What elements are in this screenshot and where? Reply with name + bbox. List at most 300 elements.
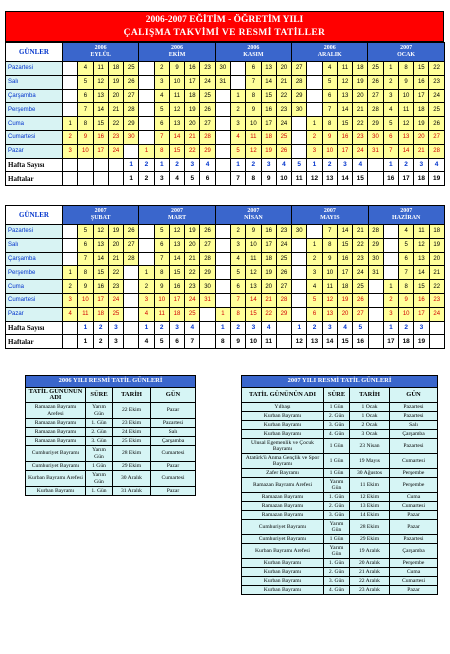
day-cell: 10: [322, 144, 337, 158]
day-cell: 11: [78, 307, 93, 321]
month-header: [139, 206, 215, 225]
holidays-2007-table: [241, 375, 438, 595]
day-cell: 7: [78, 252, 93, 266]
week-number-cell: 4: [169, 172, 184, 186]
day-cell: 3: [307, 144, 322, 158]
day-cell: 25: [276, 252, 291, 266]
week-number-cell: 5: [154, 335, 169, 349]
day-cell: [292, 238, 307, 252]
day-cell: 2: [231, 225, 246, 239]
month-name: HAZİRAN: [392, 215, 421, 221]
day-cell: 11: [414, 225, 429, 239]
holiday-cell: Pazar: [390, 511, 438, 520]
week-number-cell: [63, 172, 78, 186]
day-cell: 1: [63, 266, 78, 280]
day-label: Pazartesi: [6, 62, 63, 76]
day-cell: 19: [261, 266, 276, 280]
day-cell: 10: [246, 238, 261, 252]
day-cell: 3: [154, 75, 169, 89]
day-cell: 15: [261, 89, 276, 103]
holiday-cell: 22 Ekim: [113, 403, 151, 419]
week-number-cell: 1: [124, 172, 139, 186]
holiday-cell: Pazartesi: [390, 535, 438, 544]
week-count-cell: 4: [185, 321, 200, 335]
day-cell: 8: [154, 266, 169, 280]
day-cell: 12: [169, 225, 184, 239]
day-cell: 19: [185, 103, 200, 117]
day-cell: [63, 252, 78, 266]
day-cell: 17: [261, 238, 276, 252]
day-cell: [63, 225, 78, 239]
week-number-cell: 6: [200, 172, 215, 186]
day-cell: 29: [200, 144, 215, 158]
day-cell: 9: [322, 130, 337, 144]
day-cell: 22: [353, 117, 368, 131]
day-cell: 26: [276, 266, 291, 280]
day-cell: 21: [185, 130, 200, 144]
day-cell: 20: [185, 117, 200, 131]
day-cell: 22: [108, 266, 123, 280]
week-count-cell: 1: [307, 158, 322, 172]
day-cell: 27: [200, 117, 215, 131]
day-cell: 7: [154, 130, 169, 144]
week-count-cell: [78, 158, 93, 172]
month-header: [368, 206, 444, 225]
day-cell: 23: [276, 225, 291, 239]
month-year: 2007: [94, 208, 107, 214]
day-cell: 30: [292, 103, 307, 117]
holiday-row: [242, 454, 438, 469]
day-cell: 27: [124, 89, 139, 103]
holiday-cell: Ramazan Bayramı: [26, 419, 86, 428]
month-name: MAYIS: [320, 215, 340, 221]
day-cell: 11: [93, 62, 108, 76]
day-cell: 6: [307, 307, 322, 321]
day-cell: 28: [124, 252, 139, 266]
month-header: [63, 206, 139, 225]
month-name: KASIM: [243, 52, 264, 58]
week-number-cell: 19: [429, 172, 444, 186]
day-cell: 7: [383, 144, 398, 158]
day-cell: 9: [78, 130, 93, 144]
holiday-cell: 19 Aralık: [350, 544, 390, 559]
day-cell: 24: [429, 89, 444, 103]
day-cell: [383, 225, 398, 239]
holiday-cell: Kurban Bayramı Arefesi: [26, 471, 86, 487]
day-cell: 23: [108, 280, 123, 294]
day-cell: 21: [429, 266, 444, 280]
day-cell: 6: [154, 117, 169, 131]
holiday-cell: Kurban Bayramı: [26, 487, 86, 496]
holiday-cell: 11 Ekim: [350, 478, 390, 493]
day-cell: 7: [322, 103, 337, 117]
day-cell: 18: [93, 307, 108, 321]
day-cell: 3: [230, 117, 245, 131]
day-cell: 25: [353, 280, 368, 294]
day-cell: 2: [383, 75, 398, 89]
week-count-cell: 3: [414, 158, 429, 172]
holiday-cell: 25 Ekim: [113, 437, 151, 446]
day-cell: 29: [200, 266, 215, 280]
day-cell: 10: [169, 75, 184, 89]
day-cell: 12: [322, 293, 337, 307]
day-cell: 17: [169, 293, 184, 307]
month-year: 2006: [94, 45, 107, 51]
day-cell: [215, 252, 230, 266]
day-cell: 11: [169, 89, 184, 103]
day-cell: 29: [124, 117, 139, 131]
day-cell: 23: [200, 62, 215, 76]
week-count-cell: [200, 321, 215, 335]
holiday-cell: Kurban Bayramı Arefesi: [242, 544, 324, 559]
holiday-row: [242, 544, 438, 559]
page-title: [5, 11, 444, 42]
day-cell: [124, 307, 139, 321]
month-name: ARALIK: [317, 52, 342, 58]
day-cell: 20: [353, 89, 368, 103]
holiday-cell: Yarım Gün: [324, 520, 350, 535]
day-cell: [292, 307, 307, 321]
day-cell: 9: [322, 252, 337, 266]
day-cell: 24: [276, 238, 291, 252]
day-label: Cuma: [6, 280, 63, 294]
day-cell: [230, 75, 245, 89]
week-count-cell: [124, 321, 139, 335]
month-header: [215, 206, 291, 225]
holiday-cell: 2. Gün: [324, 502, 350, 511]
day-cell: [63, 103, 78, 117]
week-count-cell: 2: [399, 321, 414, 335]
day-cell: 30: [124, 130, 139, 144]
month-name: NİSAN: [244, 215, 263, 221]
day-cell: 4: [322, 62, 337, 76]
day-cell: 13: [337, 89, 352, 103]
week-number-cell: [276, 335, 291, 349]
day-cell: [292, 117, 307, 131]
day-cell: 3: [383, 89, 398, 103]
holiday-cell: Yarım Gün: [324, 478, 350, 493]
holiday-cell: Yarım Gün: [86, 403, 113, 419]
day-cell: 13: [414, 252, 429, 266]
holiday-cell: Ramazan Bayramı: [26, 428, 86, 437]
day-cell: 11: [398, 103, 413, 117]
holiday-cell: Yarım Gün: [86, 446, 113, 462]
day-cell: 2: [383, 293, 398, 307]
day-cell: 18: [337, 280, 352, 294]
day-label: Çarşamba: [6, 252, 63, 266]
day-row: [6, 117, 445, 131]
holiday-cell: Cumartesi: [390, 502, 438, 511]
week-number-cell: 7: [230, 172, 245, 186]
day-row: [6, 266, 445, 280]
holiday-cell: 1. Gün: [324, 493, 350, 502]
day-cell: [215, 238, 230, 252]
holiday-cell: 2. Gün: [324, 568, 350, 577]
holiday-cell: Perşembe: [390, 469, 438, 478]
day-cell: [292, 293, 307, 307]
day-label: Cumartesi: [6, 293, 63, 307]
week-count-cell: [108, 158, 123, 172]
holiday-cell: 20 Aralık: [350, 559, 390, 568]
day-cell: 19: [185, 225, 200, 239]
day-cell: [307, 75, 322, 89]
holiday-cell: Kurban Bayramı: [242, 568, 324, 577]
week-number-cell: 10: [246, 335, 261, 349]
day-cell: 6: [246, 62, 261, 76]
holiday-cell: 13 Ekim: [350, 502, 390, 511]
holiday-cell: 3. Gün: [324, 421, 350, 430]
day-cell: 16: [414, 75, 429, 89]
day-cell: 3: [231, 238, 246, 252]
day-cell: 18: [261, 252, 276, 266]
day-row: [6, 252, 445, 266]
day-cell: 10: [398, 89, 413, 103]
week-count-cell: 2: [93, 321, 108, 335]
day-cell: [292, 144, 307, 158]
holiday-cell: Cumartesi: [151, 446, 196, 462]
week-count-cell: 3: [246, 321, 261, 335]
week-number-cell: 13: [322, 172, 337, 186]
day-cell: 1: [383, 62, 398, 76]
day-cell: [215, 280, 230, 294]
day-cell: 13: [169, 238, 184, 252]
day-cell: 18: [185, 89, 200, 103]
day-cell: 4: [154, 89, 169, 103]
holiday-cell: 1 Gün: [324, 454, 350, 469]
day-cell: 24: [108, 293, 123, 307]
day-cell: 20: [337, 307, 352, 321]
week-count-cell: 4: [429, 158, 444, 172]
day-cell: [383, 238, 398, 252]
day-cell: 22: [108, 117, 123, 131]
day-row: [6, 293, 445, 307]
holidays-2006-table: [25, 375, 196, 496]
day-cell: 19: [337, 293, 352, 307]
day-cell: 23: [353, 252, 368, 266]
holiday-cell: 23 Ekim: [113, 419, 151, 428]
week-count-cell: 2: [169, 158, 184, 172]
day-cell: 14: [337, 103, 352, 117]
day-cell: 8: [399, 280, 414, 294]
week-count-cell: 3: [108, 321, 123, 335]
day-cell: 31: [368, 266, 383, 280]
day-cell: 16: [337, 252, 352, 266]
day-cell: [215, 144, 230, 158]
day-cell: 5: [230, 144, 245, 158]
day-cell: 14: [414, 266, 429, 280]
holiday-cell: 1 Ocak: [350, 412, 390, 421]
holiday-cell: 1 Gün: [324, 403, 350, 412]
week-number-cell: 2: [93, 335, 108, 349]
holiday-column-header: TARİH: [350, 388, 390, 403]
holiday-cell: Cumartesi: [151, 471, 196, 487]
day-row: [6, 130, 445, 144]
day-cell: 5: [307, 293, 322, 307]
month-name: MART: [167, 215, 187, 221]
day-cell: [215, 225, 230, 239]
holiday-cell: Cumhuriyet Bayramı: [26, 462, 86, 471]
month-name: EYLÜL: [90, 52, 112, 58]
holiday-cell: Pazar: [151, 403, 196, 419]
day-cell: 8: [398, 62, 413, 76]
week-number-cell: [108, 172, 123, 186]
month-name: ŞUBAT: [90, 215, 111, 221]
month-year: 2007: [247, 208, 260, 214]
month-header: [292, 43, 368, 62]
hafta-sayisi-label: Hafta Sayısı: [6, 321, 63, 335]
holiday-cell: Ramazan Bayramı: [242, 502, 324, 511]
holiday-caption: 2007 YILI RESMİ TATİL GÜNLERİ: [242, 376, 438, 388]
day-cell: 28: [276, 293, 291, 307]
day-cell: 1: [307, 117, 322, 131]
week-count-cell: 4: [337, 321, 352, 335]
holiday-cell: 24 Ekim: [113, 428, 151, 437]
calendar-table-autumn: [5, 42, 445, 186]
week-number-cell: [93, 172, 108, 186]
day-cell: 26: [276, 144, 291, 158]
day-cell: 1: [215, 307, 230, 321]
day-cell: 31: [200, 293, 215, 307]
day-cell: 29: [368, 117, 383, 131]
day-cell: 10: [246, 117, 261, 131]
holiday-column-header: TATİL GÜNÜNÜN ADI: [26, 388, 86, 403]
month-header: [139, 43, 215, 62]
title-line-2: ÇALIŞMA TAKVİMİ VE RESMİ TATİLLER: [123, 28, 326, 38]
week-count-cell: 3: [185, 158, 200, 172]
day-cell: 25: [124, 62, 139, 76]
week-number-cell: 1: [78, 335, 93, 349]
day-cell: 18: [353, 62, 368, 76]
day-cell: 22: [353, 238, 368, 252]
holiday-cell: 29 Ekim: [113, 462, 151, 471]
day-cell: [139, 225, 154, 239]
day-row: [6, 103, 445, 117]
week-number-cell: 10: [276, 172, 291, 186]
day-cell: 14: [169, 130, 184, 144]
day-cell: 29: [368, 238, 383, 252]
day-cell: 14: [169, 252, 184, 266]
day-cell: 22: [429, 62, 444, 76]
day-cell: 10: [78, 293, 93, 307]
week-count-cell: 2: [139, 158, 154, 172]
day-row: [6, 144, 445, 158]
holiday-cell: 29 Ekim: [350, 535, 390, 544]
day-cell: 23: [429, 293, 444, 307]
day-row: [6, 89, 445, 103]
haftalar-label: Haftalar: [6, 335, 63, 349]
day-cell: 16: [337, 130, 352, 144]
week-count-cell: [63, 158, 78, 172]
holiday-cell: Çarşamba: [390, 544, 438, 559]
day-cell: 2: [307, 252, 322, 266]
holiday-cell: Cuma: [390, 568, 438, 577]
day-cell: 14: [93, 103, 108, 117]
day-cell: 16: [414, 293, 429, 307]
day-cell: 17: [93, 144, 108, 158]
holiday-cell: 23 Nisan: [350, 439, 390, 454]
month-header: [292, 206, 368, 225]
day-cell: 8: [78, 266, 93, 280]
day-cell: 7: [246, 75, 261, 89]
day-cell: [63, 62, 78, 76]
holiday-cell: Ramazan Bayramı Arefesi: [26, 403, 86, 419]
holiday-cell: 2. Gün: [86, 428, 113, 437]
holiday-column-header: GÜN: [390, 388, 438, 403]
holiday-cell: Pazar: [390, 586, 438, 595]
week-number-cell: 3: [108, 335, 123, 349]
day-label: Cumartesi: [6, 130, 63, 144]
day-cell: 6: [78, 89, 93, 103]
holiday-cell: 1 Gün: [324, 535, 350, 544]
day-cell: 20: [108, 89, 123, 103]
day-cell: 13: [246, 280, 261, 294]
week-number-cell: 8: [246, 172, 261, 186]
day-cell: [63, 89, 78, 103]
day-cell: 5: [78, 75, 93, 89]
holiday-row: [242, 520, 438, 535]
day-cell: 19: [429, 238, 444, 252]
week-count-cell: 1: [215, 321, 230, 335]
holiday-row: [242, 577, 438, 586]
day-cell: 18: [169, 307, 184, 321]
holiday-row: [242, 412, 438, 421]
day-cell: 26: [124, 225, 139, 239]
holiday-cell: 1 Gün: [324, 469, 350, 478]
week-number-cell: 15: [353, 172, 368, 186]
day-cell: 3: [307, 266, 322, 280]
day-cell: [383, 266, 398, 280]
week-count-cell: 1: [78, 321, 93, 335]
day-cell: 6: [78, 238, 93, 252]
holiday-row: [242, 421, 438, 430]
holiday-row: [26, 462, 196, 471]
holiday-caption: 2006 YILI RESMİ TATİL GÜNLERİ: [26, 376, 196, 388]
week-count-cell: 4: [261, 321, 276, 335]
holiday-cell: Çarşamba: [151, 437, 196, 446]
day-cell: 12: [93, 75, 108, 89]
month-name: OCAK: [397, 52, 416, 58]
day-cell: 14: [261, 75, 276, 89]
week-number-cell: 18: [414, 172, 429, 186]
day-cell: 16: [261, 225, 276, 239]
day-cell: 8: [322, 117, 337, 131]
day-cell: 27: [368, 89, 383, 103]
week-count-cell: 2: [246, 158, 261, 172]
day-cell: [139, 89, 154, 103]
day-cell: [307, 89, 322, 103]
day-cell: 10: [399, 307, 414, 321]
month-header: [215, 43, 291, 62]
week-number-cell: 11: [261, 335, 276, 349]
day-cell: 5: [399, 238, 414, 252]
holiday-row: [242, 559, 438, 568]
week-number-cell: 9: [261, 172, 276, 186]
day-cell: 7: [322, 225, 337, 239]
day-cell: 6: [231, 280, 246, 294]
day-cell: 30: [292, 225, 307, 239]
day-cell: 27: [200, 238, 215, 252]
day-cell: 4: [63, 307, 78, 321]
holiday-row: [26, 487, 196, 496]
week-count-cell: 1: [383, 158, 398, 172]
holiday-cell: 1. Gün: [86, 487, 113, 496]
month-year: 2007: [400, 45, 413, 51]
day-cell: 13: [261, 62, 276, 76]
day-cell: 21: [185, 252, 200, 266]
day-cell: 1: [383, 280, 398, 294]
day-cell: 8: [154, 144, 169, 158]
holiday-cell: Kurban Bayramı: [242, 421, 324, 430]
